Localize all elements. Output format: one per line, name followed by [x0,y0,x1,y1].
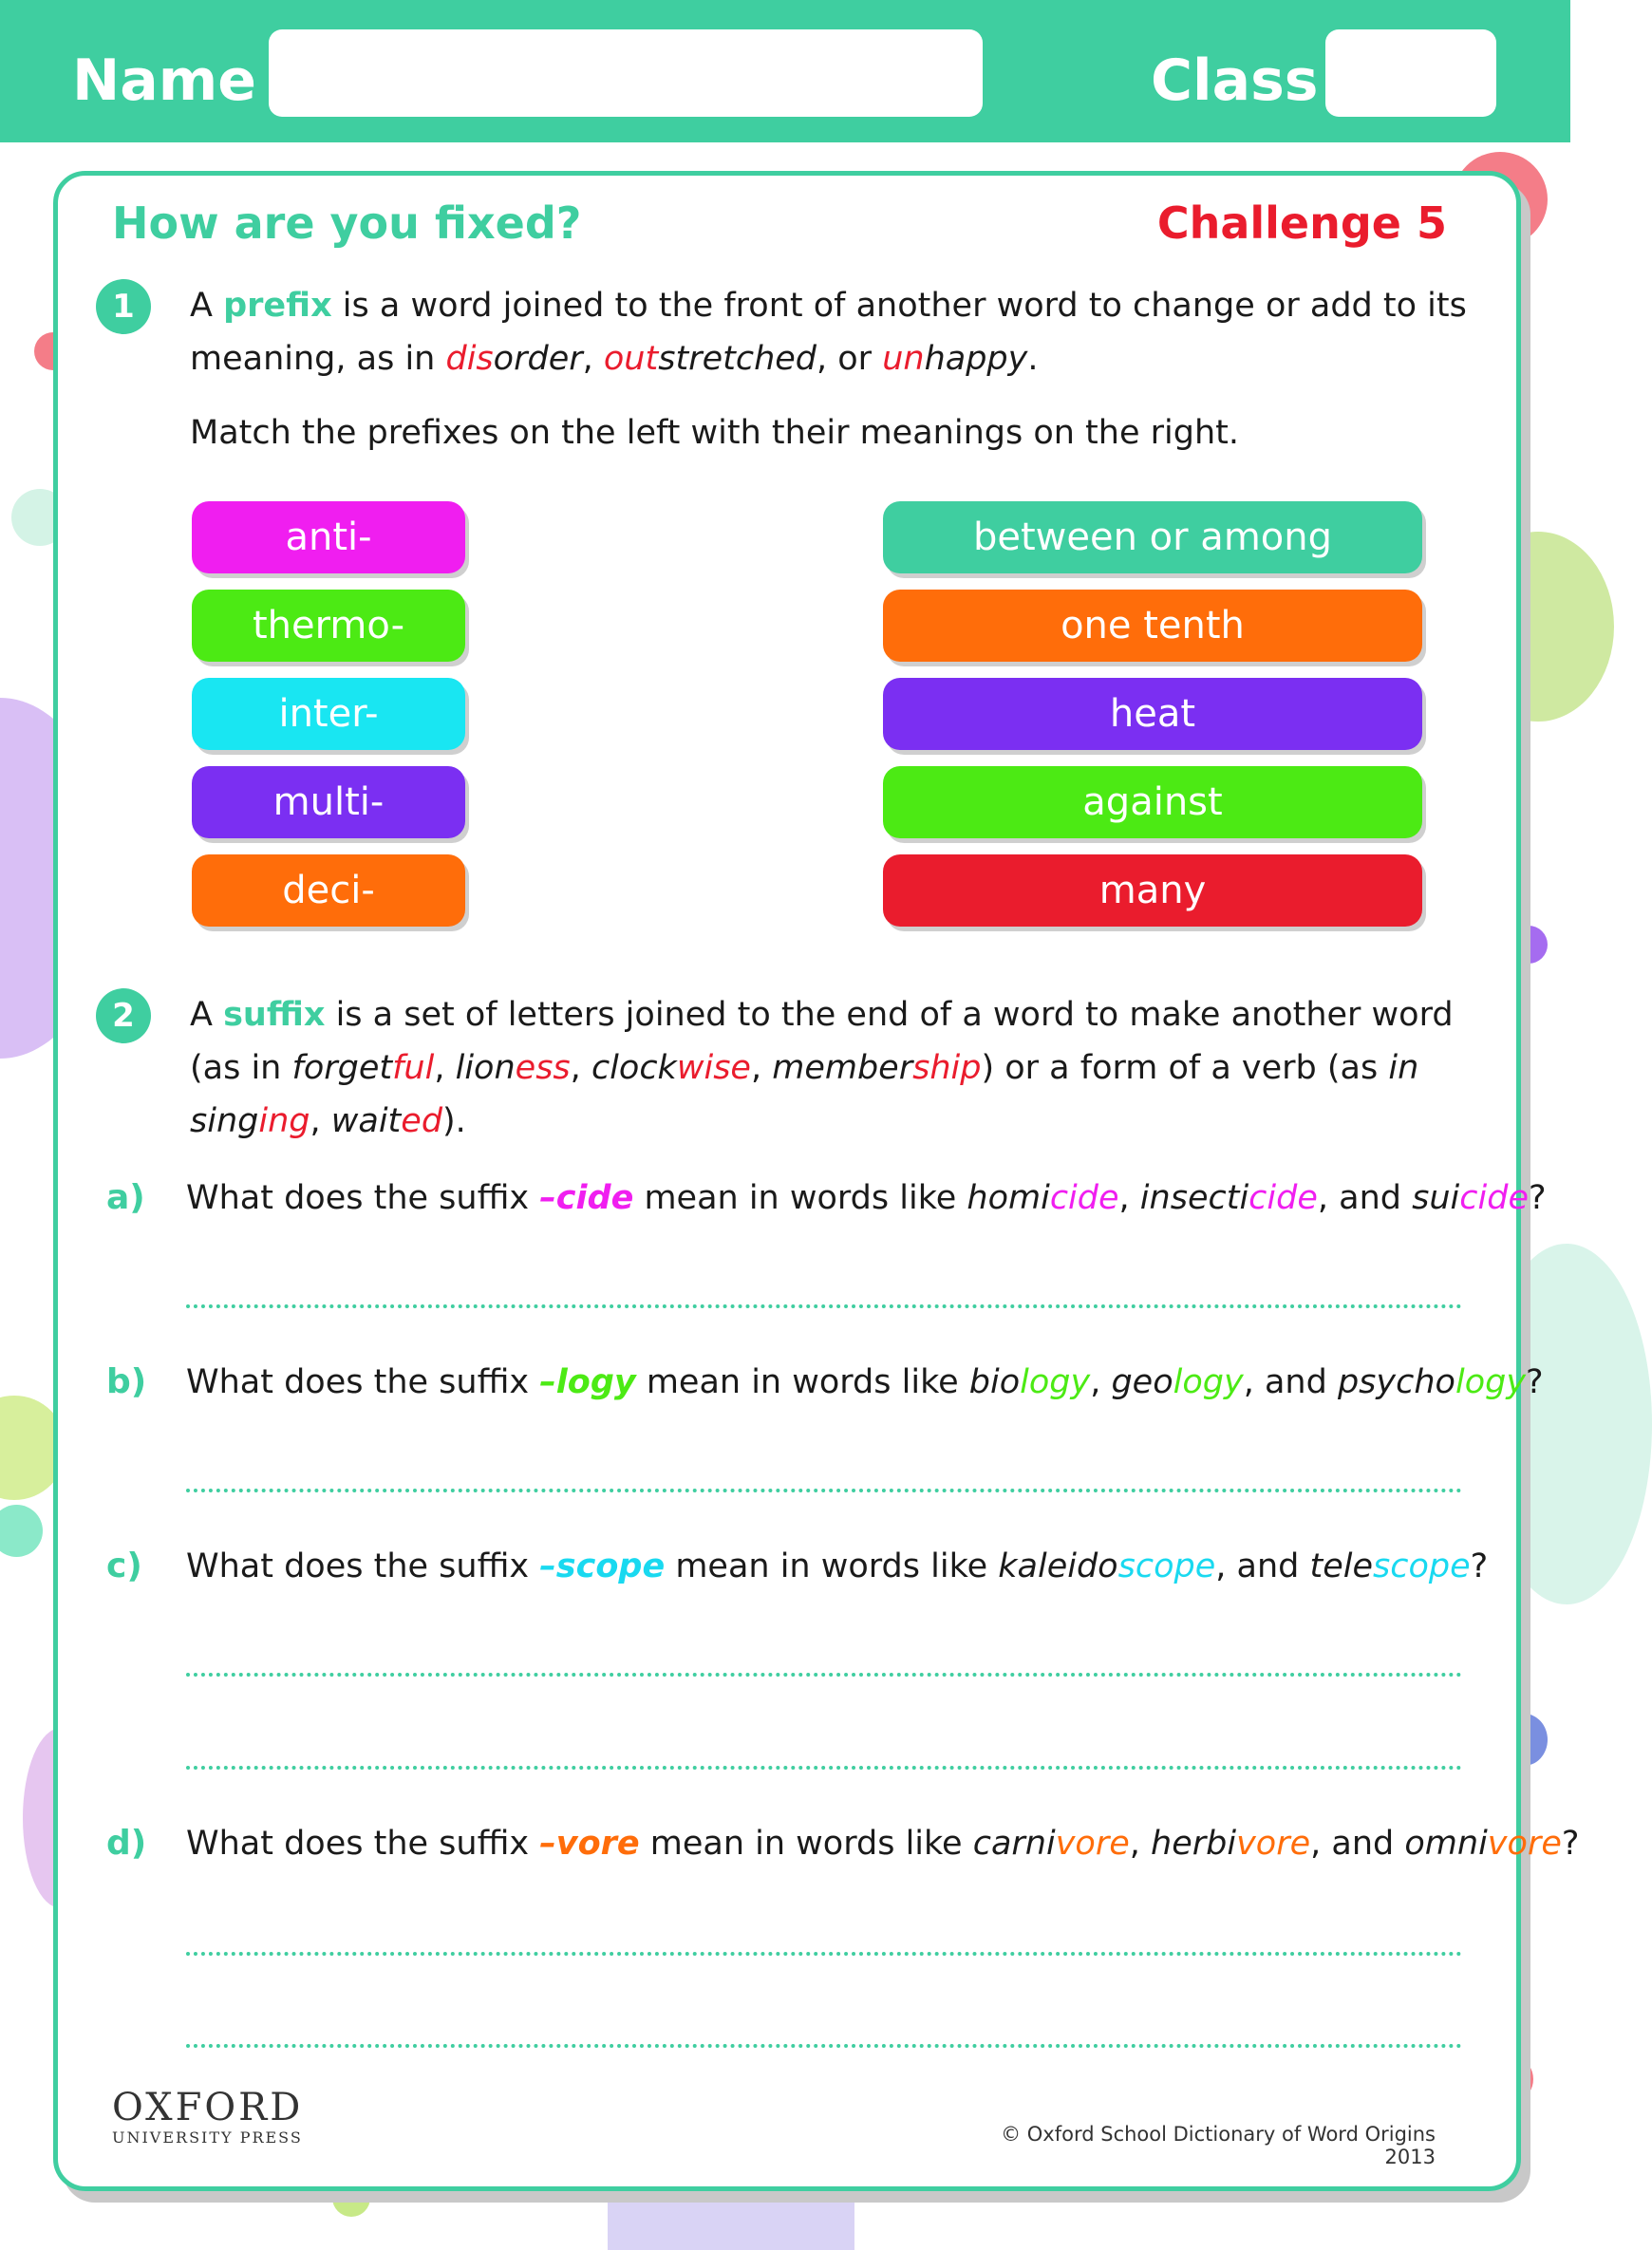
suffix-term: suffix [223,996,326,1034]
match-instruction: Match the prefixes on the left with their meanings on the right. [190,414,1239,452]
prefix-pill-thermo[interactable]: thermo- [192,590,465,662]
question-a-text: What does the suffix –cide mean in words like homicide, insecticide, and suicide? [186,1179,1547,1217]
question-b-text: What does the suffix –logy mean in words like biology, geology, and psychology? [186,1363,1544,1401]
challenge-label: Challenge 5 [1156,197,1447,249]
answer-line-b[interactable] [186,1489,1462,1492]
question-number-1: 1 [96,279,151,334]
prefix-pill-multi[interactable]: multi- [192,766,465,838]
question-c-text: What does the suffix –scope mean in words like kaleidoscope, and telescope? [186,1547,1489,1585]
header-bar [0,0,1570,142]
answer-line-a[interactable] [186,1304,1462,1308]
question-label-a: a) [106,1178,145,1217]
answer-line-c1[interactable] [186,1673,1462,1677]
publisher-logo: OXFORD UNIVERSITY PRESS [112,2086,304,2147]
answer-line-d1[interactable] [186,1952,1462,1956]
prefix-pill-inter[interactable]: inter- [192,678,465,750]
answer-line-c2[interactable] [186,1766,1462,1770]
meaning-pill-against[interactable]: against [883,766,1422,838]
prefix-pill-deci[interactable]: deci- [192,854,465,927]
meaning-pill-heat[interactable]: heat [883,678,1422,750]
class-field[interactable] [1325,29,1496,117]
worksheet-title: How are you fixed? [112,197,582,249]
name-label: Name [72,47,256,114]
meaning-pill-between[interactable]: between or among [883,501,1422,573]
question-label-b: b) [106,1362,147,1401]
question-number-2: 2 [96,988,151,1043]
prefix-definition: A prefix is a word joined to the front of another word to change or add to its meaning, as in disorder, outstretched, or unhappy. [190,287,1467,378]
name-field[interactable] [269,29,983,117]
suffix-definition: A suffix is a set of letters joined to the end of a word to make another word (as in forgetful, lioness, clockwise, membership) or a form of a verb (as in singing, waited). [190,996,1454,1140]
prefix-pill-anti[interactable]: anti- [192,501,465,573]
answer-line-d2[interactable] [186,2044,1462,2048]
meaning-pill-many[interactable]: many [883,854,1422,927]
meaning-pill-one-tenth[interactable]: one tenth [883,590,1422,662]
decorative-bubble [0,1505,43,1557]
copyright-notice: © Oxford School Dictionary of Word Origins 2013 [1001,2123,1436,2168]
class-label: Class [1151,47,1319,114]
question-d-text: What does the suffix –vore mean in words like carnivore, herbivore, and omnivore? [186,1825,1580,1863]
question-label-c: c) [106,1547,142,1585]
prefix-term: prefix [223,287,332,325]
question-label-d: d) [106,1824,147,1863]
